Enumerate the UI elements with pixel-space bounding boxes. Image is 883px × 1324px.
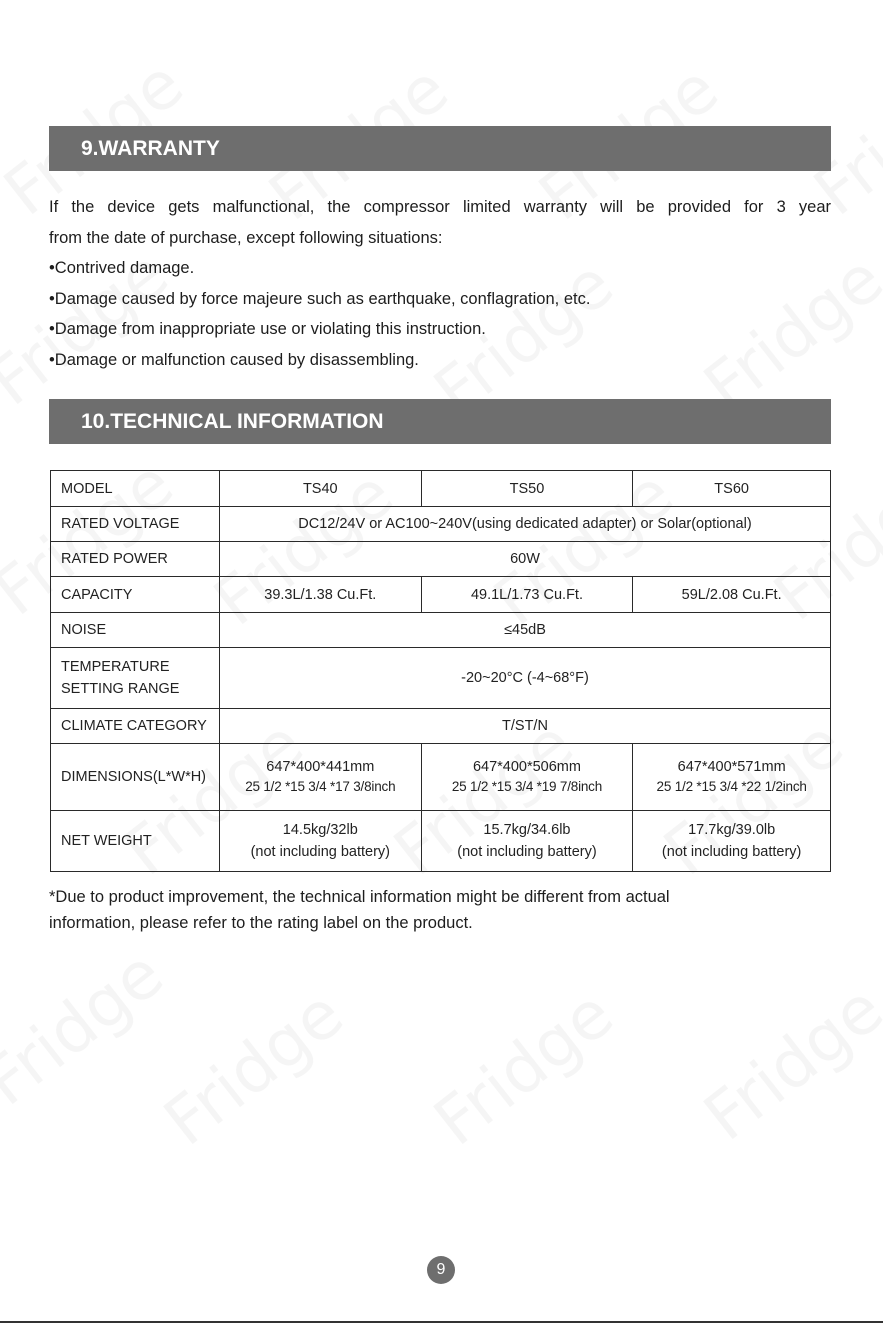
dimensions-inch: 25 1/2 *15 3/4 *17 3/8inch: [245, 779, 396, 794]
row-label: RATED VOLTAGE: [51, 507, 220, 542]
footnote-line-2: information, please refer to the rating label on the product.: [49, 914, 473, 932]
dimensions-mm: 647*400*571mm: [677, 759, 786, 775]
voltage-value: DC12/24V or AC100~240V(using dedicated adapter) or Solar(optional): [219, 507, 830, 542]
capacity-ts40: 39.3L/1.38 Cu.Ft.: [219, 577, 421, 613]
warranty-intro: [49, 192, 831, 253]
row-label: CLIMATE CATEGORY: [51, 709, 220, 744]
dimensions-inch: 25 1/2 *15 3/4 *22 1/2inch: [656, 779, 807, 794]
table-row-noise: [51, 613, 831, 648]
weight-value: 15.7kg/34.6lb: [483, 822, 571, 838]
dimensions-ts40: [219, 744, 421, 811]
dimensions-ts50: [421, 744, 633, 811]
weight-value: 17.7kg/39.0lb: [688, 822, 776, 838]
technical-info-heading: 10.TECHNICAL INFORMATION: [49, 399, 831, 444]
weight-ts50: [421, 811, 633, 872]
watermark: [690, 970, 883, 1156]
noise-value: ≤45dB: [219, 613, 830, 648]
bottom-rule: [0, 1321, 883, 1323]
row-label: [51, 648, 220, 709]
dimensions-ts60: [633, 744, 831, 811]
list-item: • Contrived damage.: [49, 253, 831, 284]
weight-ts40: [219, 811, 421, 872]
warranty-intro-line-1: If the device gets malfunctional, the compressor limited warranty will be provided for 3 year: [49, 198, 831, 216]
table-row-voltage: [51, 507, 831, 542]
warranty-intro-line-2: from the date of purchase, except following situations:: [49, 228, 443, 247]
row-label-line-2: SETTING RANGE: [61, 681, 180, 697]
capacity-ts50: 49.1L/1.73 Cu.Ft.: [421, 577, 633, 613]
table-row-weight: [51, 811, 831, 872]
weight-ts60: [633, 811, 831, 872]
table-row-temperature: [51, 648, 831, 709]
row-label: DIMENSIONS(L*W*H): [51, 744, 220, 811]
table-row-capacity: [51, 577, 831, 613]
dimensions-inch: 25 1/2 *15 3/4 *19 7/8inch: [451, 779, 603, 794]
model-ts50: TS50: [421, 471, 633, 507]
dimensions-mm: 647*400*506mm: [472, 759, 581, 775]
model-ts40: TS40: [219, 471, 421, 507]
warranty-exclusions-list: [49, 253, 831, 375]
climate-value: T/ST/N: [219, 709, 830, 744]
row-label: NOISE: [51, 613, 220, 648]
watermark: [150, 975, 357, 1161]
list-item: • Damage or malfunction caused by disassembling.: [49, 345, 831, 376]
list-item: • Damage from inappropriate use or violating this instruction.: [49, 314, 831, 345]
weight-value: 14.5kg/32lb: [282, 822, 358, 838]
row-label-line-1: TEMPERATURE: [61, 659, 170, 675]
table-row-model: [51, 471, 831, 507]
list-item: • Damage caused by force majeure such as earthquake, conflagration, etc.: [49, 284, 831, 315]
dimensions-mm: 647*400*441mm: [266, 759, 375, 775]
row-label: RATED POWER: [51, 542, 220, 577]
table-row-dimensions: [51, 744, 831, 811]
capacity-ts60: 59L/2.08 Cu.Ft.: [633, 577, 831, 613]
footnote: [49, 884, 839, 936]
table-row-climate: [51, 709, 831, 744]
power-value: 60W: [219, 542, 830, 577]
warranty-heading: 9.WARRANTY: [49, 126, 831, 171]
row-label: MODEL: [51, 471, 220, 507]
watermark: [0, 935, 177, 1121]
model-ts60: TS60: [633, 471, 831, 507]
page-number: 9: [427, 1256, 455, 1284]
spec-table: [50, 470, 831, 872]
watermark: [420, 975, 627, 1161]
weight-note: (not including battery): [661, 844, 802, 860]
temperature-value: -20~20°C (-4~68°F): [219, 648, 830, 709]
footnote-line-1: *Due to product improvement, the technical information might be different from actual: [49, 888, 670, 906]
weight-note: (not including battery): [457, 844, 597, 860]
row-label: NET WEIGHT: [51, 811, 220, 872]
weight-note: (not including battery): [250, 844, 391, 860]
row-label: CAPACITY: [51, 577, 220, 613]
table-row-power: [51, 542, 831, 577]
